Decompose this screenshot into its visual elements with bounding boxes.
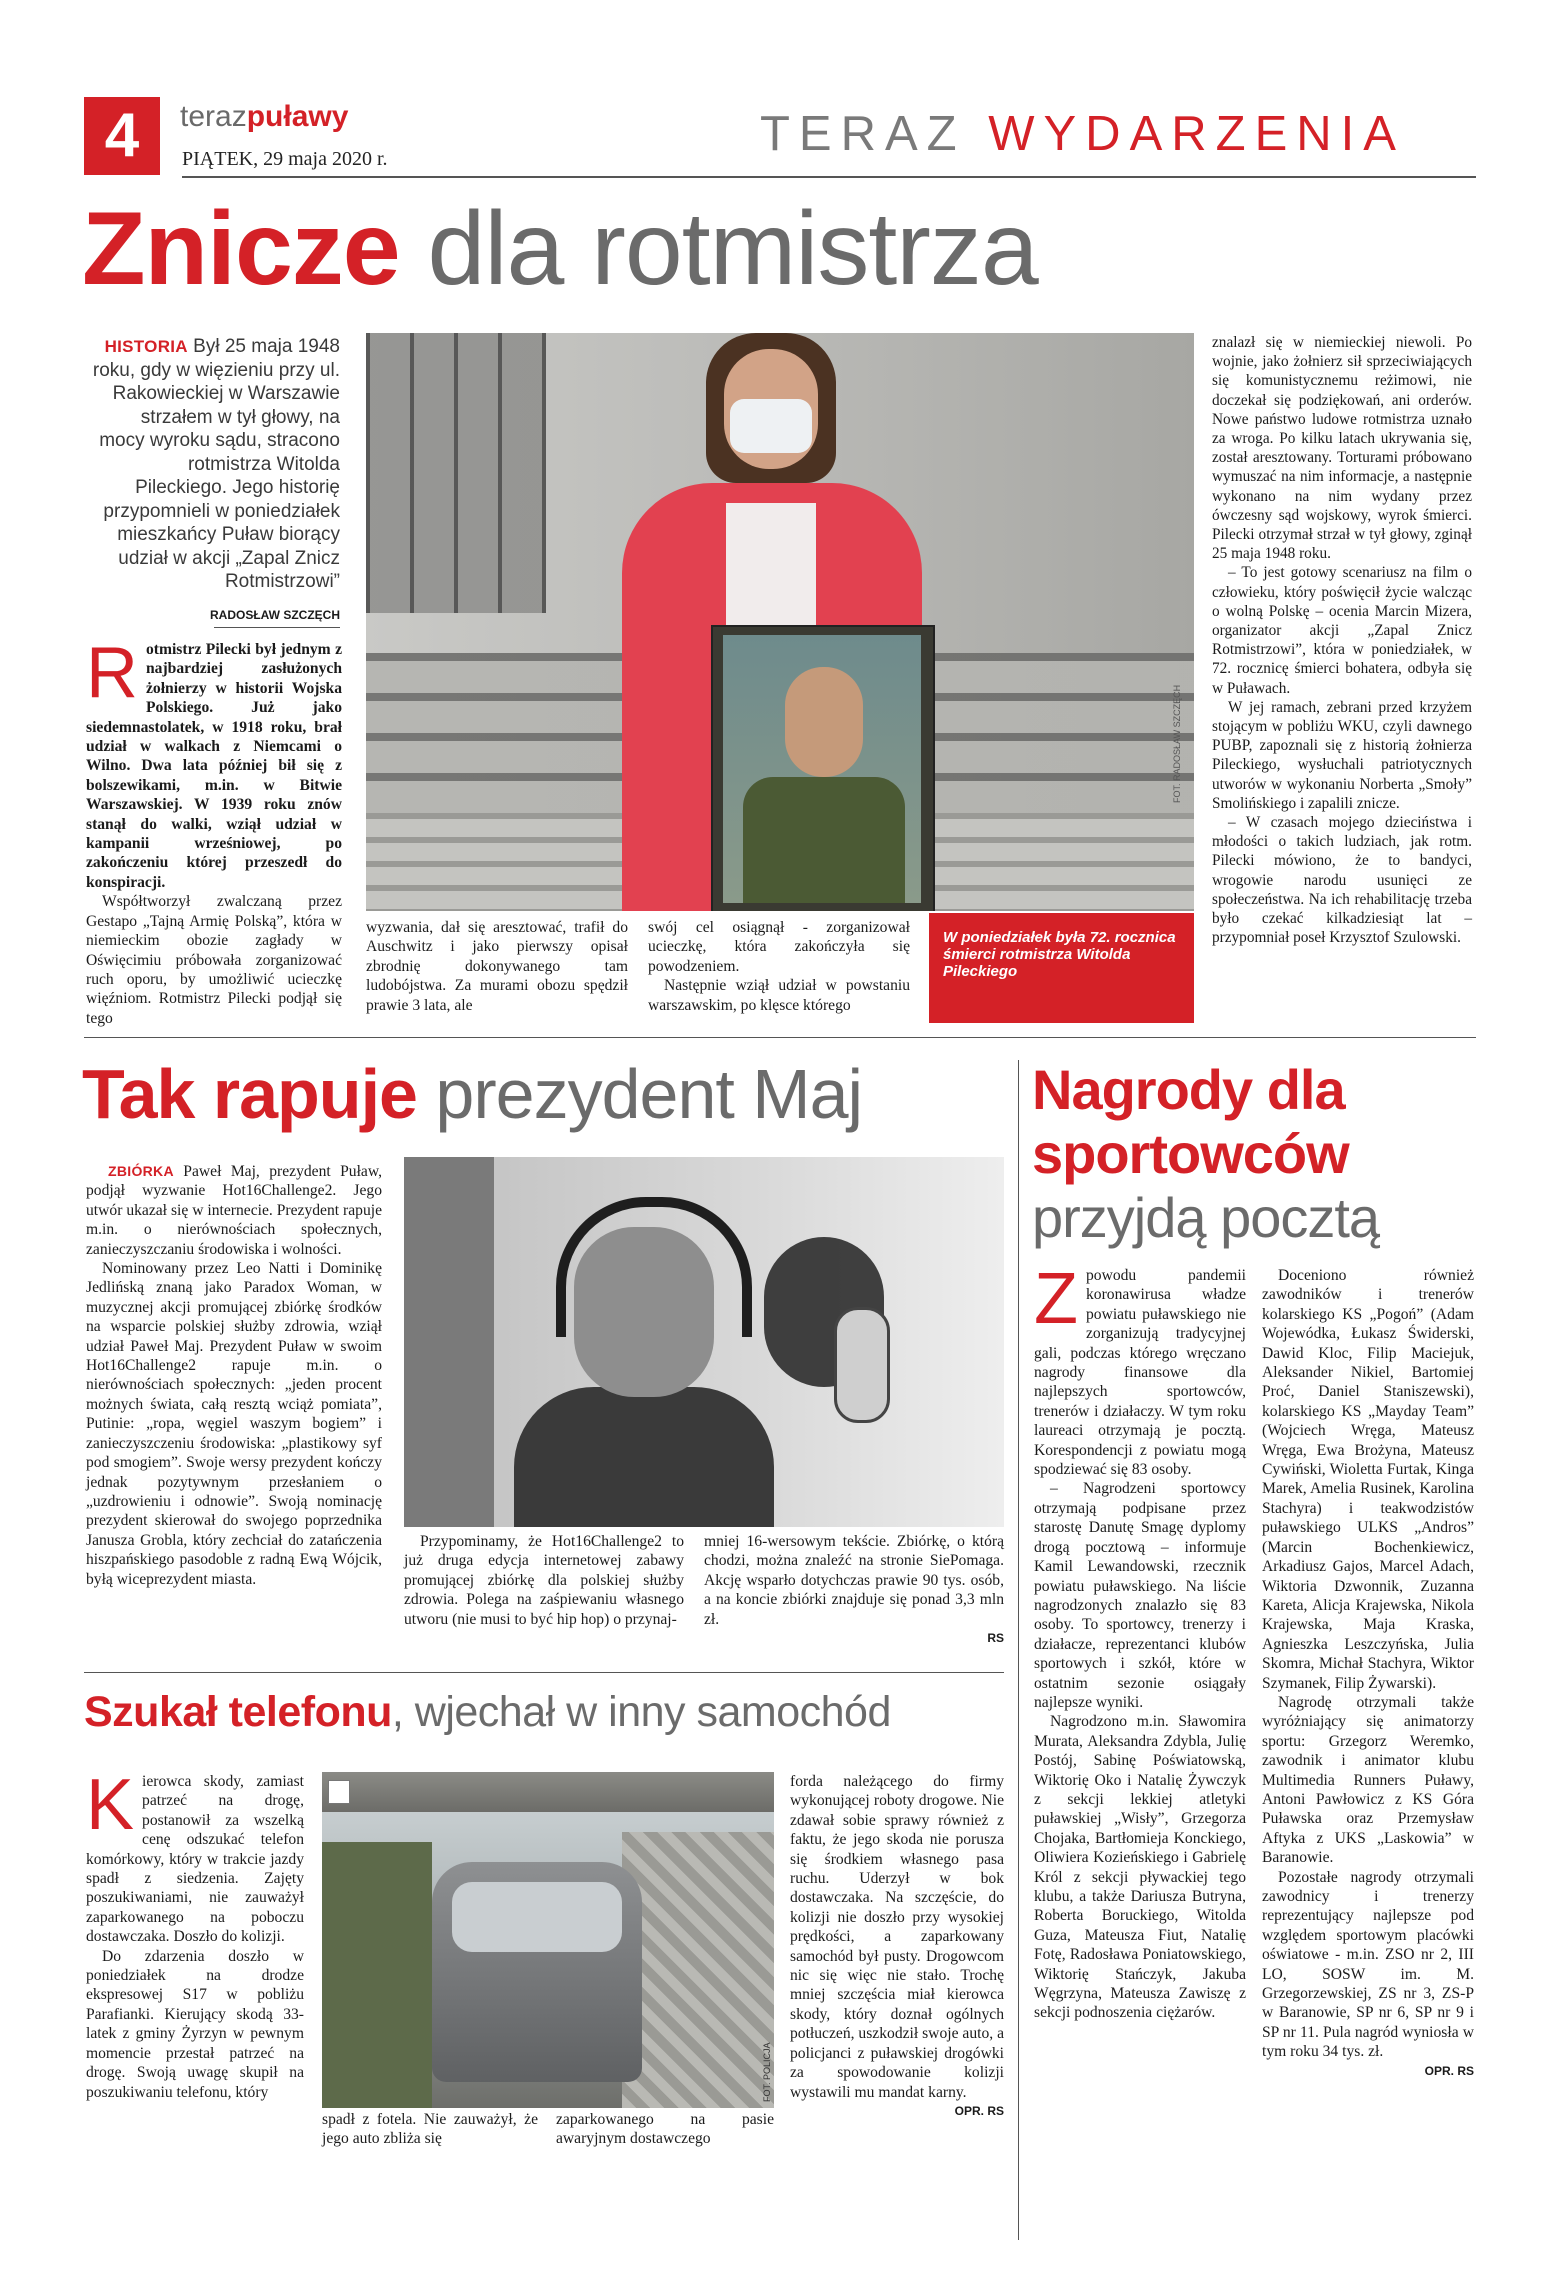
portrait-uniform bbox=[743, 777, 905, 903]
article4-col1 bbox=[1034, 1259, 1246, 2023]
overpass bbox=[322, 1772, 774, 1812]
article2-col3 bbox=[704, 1532, 1004, 1648]
article4-col1-p1: powodu pandemii koronawirusa władze powiatu puławskiego nie zorganizują tradycyjnej gali, podczas którego wręczano nagrody finansowe dla najlepszych sportowców, trenerów i działaczy. W tym roku laureaci otrzymają je pocztą. Korespondencji z powiatu mogą spodziewać się 83 osoby. bbox=[1034, 1267, 1246, 1479]
section-red: WYDARZENIA bbox=[988, 107, 1405, 161]
article1-lead-kicker: HISTORIA bbox=[104, 337, 188, 356]
face-mask bbox=[730, 399, 812, 453]
brand-light: teraz bbox=[180, 100, 247, 133]
article3-col3 bbox=[556, 2110, 774, 2149]
article3-col1 bbox=[86, 1765, 304, 2102]
article4-dropcap: Z bbox=[1034, 1259, 1078, 1339]
article1-col2 bbox=[366, 918, 628, 1015]
author-rule bbox=[214, 627, 340, 628]
article1-col4 bbox=[1212, 333, 1472, 948]
article1-lead-text: Był 25 maja 1948 roku, gdy w więzieniu przy ul. Rakowieckiej w Warszawie strzałem w tył głowy, na mocy wyroku sądu, stracono rotmistrza Witolda Pileckiego. Jego historię przypomnieli w poniedziałek mieszkańcy Puław biorący udział w akcji „Zapal Znicz Rotmistrzowi” bbox=[92, 336, 340, 592]
article1-col4-p4: – W czasach mojego dzieciństwa i młodości o takich ludziach, jak rotm. Pilecki mówiono, że to bandyci, wrogowie narodu usunięci ze społeczeństwa. Na ich rehabilitację trzeba było czekać kilkadziesiąt lat – przypomniał poseł Krzysztof Szulowski. bbox=[1212, 814, 1472, 947]
headphones bbox=[556, 1197, 752, 1337]
article3-dropcap: K bbox=[86, 1765, 135, 1845]
article2-title-bold: Tak rapuje bbox=[82, 1055, 417, 1133]
brand-bold: puławy bbox=[246, 100, 349, 133]
article1-col1-p2: Współtworzył zwalczaną przez Gestapo „Tajną Armię Polską”, która w niemieckim obozie zagłady w Oświęcimiu próbowała zorganizować ruch oporu, by umożliwić ucieczkę więźniom. Rotmistrz Pilecki podjął się tego bbox=[86, 893, 342, 1027]
article3-headline bbox=[84, 1686, 891, 1738]
article1-col2-text: wyzwania, dał się aresztować, trafił do Auschwitz i jako pierwszy opisał zbrodnię dokonywanego tam ludobójstwa. Za murami obozu spędził prawie 3 lata, ale bbox=[366, 919, 628, 1014]
article1-title-light: dla rotmistrza bbox=[427, 191, 1038, 307]
issue-date: PIĄTEK, 29 maja 2020 r. bbox=[182, 148, 388, 170]
section-rule-2 bbox=[84, 1672, 1004, 1673]
portrait-frame bbox=[711, 625, 935, 911]
car-crash-photo bbox=[322, 1772, 774, 2108]
article1-col3 bbox=[648, 918, 910, 1015]
article4-signature: OPR. RS bbox=[1424, 2063, 1474, 2078]
article3-col2-text: spadł z fotela. Nie zauważył, że jego auto zbliża się bbox=[322, 2111, 538, 2148]
page-number: 4 bbox=[104, 101, 140, 170]
article3-col4 bbox=[790, 1772, 1004, 2121]
article1-col3-p1: swój cel osiągnął - zorganizował ucieczkę, która zakończyła się powodzeniem. bbox=[648, 919, 910, 975]
grass-verge bbox=[322, 1842, 432, 2108]
article4-col2-p2: Nagrodę otrzymali także wyróżniający się animatorzy sportu: Grzegorz Weremko, zawodnik i animator klubu Multimedia Runners Puławy, Antoni Pawłowicz z KS Góra Puławska oraz Przemysław Aftyka z UKS „Laskowia” w Baranowie. bbox=[1262, 1693, 1474, 1867]
photo-credit-1: FOT. RADOSŁAW SZCZĘCH bbox=[1172, 684, 1182, 803]
microphone bbox=[834, 1307, 890, 1423]
article1-title-bold: Znicze bbox=[82, 191, 400, 307]
pilecki-photo bbox=[366, 333, 1194, 911]
article1-dropcap: R bbox=[86, 633, 138, 713]
article3-col2 bbox=[322, 2110, 538, 2149]
article4-title-red2: sportowców bbox=[1032, 1122, 1349, 1185]
article4-col1-p3: Nagrodzono m.in. Sławomira Murata, Aleksandra Zdybla, Julię Postój, Sabinę Poświatowską, Wiktorię Oko i Natalię Żywczyk z sekcji lekkiej atletyki puławskiej „Wisły”, Grzegorza Chojaka, Bartłomieja Konckiego, Oliwiera Kozieńskiego i Gabrielę Król z sekcji pływackiej tego klubu, a także Dariusza Butryna, Roberta Boruckiego, Witolda Guza, Mateusza Fiut, Natalię Fotę, Radosława Poniatowskiego, Wiktorię Stańczyk, Jakuba Węgrzyna, Mateusza Zawiszę z sekcji podnoszenia ciężarów. bbox=[1034, 1713, 1246, 2022]
president-photo bbox=[404, 1157, 1004, 1527]
article1-author: RADOSŁAW SZCZĘCH bbox=[210, 608, 340, 622]
article1-col4-p3: W jej ramach, zebrani przed krzyżem stojącym w pobliżu WKU, czyli dawnego PUBP, zapoznali się z historią żołnierza Pileckiego, wysłuchali patriotycznych utworów w wykonaniu Norberta „Smoły” Smolińskiego i zapalili znicze. bbox=[1212, 698, 1472, 812]
door-panel bbox=[404, 1157, 494, 1527]
caption-box bbox=[929, 913, 1194, 1023]
article1-headline bbox=[82, 190, 1038, 308]
article1-col4-p2: – To jest gotowy scenariusz na film o człowieku, który poświęcił życie walcząc o wolną Polskę – ocenia Marcin Mizera, organizator akcji „Zapal Znicz Rotmistrzowi”, która w poniedziałek, w 72. rocznicę śmierci bohatera, odbyła się w Puławach. bbox=[1212, 564, 1472, 697]
article3-col3-text: zaparkowanego na pasie awaryjnym dostawczego bbox=[556, 2111, 774, 2148]
article2-title-light: prezydent Maj bbox=[435, 1055, 863, 1133]
article4-headline bbox=[1032, 1058, 1472, 1250]
portrait-face bbox=[785, 667, 863, 777]
section-title bbox=[760, 106, 1405, 162]
man-body bbox=[514, 1387, 774, 1527]
article4-title-light: przyjdą pocztą bbox=[1032, 1186, 1380, 1249]
article3-col1-p2: Do zdarzenia doszło w poniedziałek na drodze ekspresowej S17 w pobliżu Parafianki. Kierujący skodą 33-latek z gminy Żyrzyn w pewnym momencie przestał patrzeć na drogę. Swoją uwagę skupił na poszukiwaniu telefonu, który bbox=[86, 1947, 304, 2101]
article1-col1-p1: otmistrz Pilecki był jednym z najbardziej zasłużonych żołnierzy w historii Wojska Polskiego. Już jako siedemnastolatek, w 1918 roku, brał udział w walkach z Niemcami o Wilno. Dwa lata później bił się z bolszewikami, m.in. w Bitwie Warszawskiej. W 1939 roku znów stanął do walki, wziął udział w kampanii wrześniowej, po zakończeniu której przeszedł do konspiracji. bbox=[86, 641, 342, 891]
article3-col4-text: forda należącego do firmy wykonującej roboty drogowe. Nie zdawał sobie sprawy również z faktu, że jego skoda nie porusza się środkiem własnego pasa ruchu. Uderzył w bok dostawczaka. Na szczęście, do kolizji nie doszło przy wysokiej prędkości, a zaparkowany samochód był pusty. Drogowcom nic się więc nie stało. Trochę mniej szczęścia miał kierowca skody, który doznał ogólnych potłuczeń, uszkodził swoje auto, a policjanci z puławskiej drogówki za spowodowanie kolizji wystawili mu mandat karny. bbox=[790, 1773, 1004, 2101]
road-barrier bbox=[622, 1832, 774, 2108]
page-number-box bbox=[84, 97, 160, 175]
section-rule-1 bbox=[84, 1037, 1476, 1038]
article1-lead bbox=[92, 335, 340, 594]
article2-col2-text: Przypominamy, że Hot16Challenge2 to już druga edycja internetowej zabawy promującej zbiórkę dla polskiej służby zdrowia. Polega na zaśpiewaniu własnego utworu (nie musi to być hip hop) o przynaj- bbox=[404, 1533, 684, 1628]
article2-col3-text: mniej 16-wersowym tekście. Zbiórkę, o którą chodzi, można znaleźć na stronie SiePomaga. Akcję wsparło dotychczas prawie 90 tys. osób, a na koncie zbiórki znajduje się ponad 3,3 mln zł. bbox=[704, 1533, 1004, 1628]
window-grille bbox=[366, 333, 546, 613]
header-rule bbox=[182, 176, 1476, 178]
article2-signature: RS bbox=[987, 1631, 1004, 1646]
article2-p1: Paweł Maj, prezydent Puław, podjął wyzwanie Hot16Challenge2. Jego utwór ukazał się w internecie. Prezydent rapuje m.in. o nierównościach społecznych, zanieczyszczaniu środowiska i wolności. bbox=[86, 1163, 382, 1258]
article3-col1-p1: ierowca skody, zamiast patrzeć na drogę, postanowił za wszelką cenę odszukać telefon komórkowy, który w trakcie jazdy spadł z siedzenia. Zajęty poszukiwaniami, nie zauważył zaparkowanego na poboczu dostawczaka. Doszło do kolizji. bbox=[86, 1773, 304, 1946]
article4-col2-p3: Pozostałe nagrody otrzymali zawodnicy i trenerzy reprezentujący najlepsze pod względem sportowym placówki oświatowe - m.in. ZSO nr 2, III LO, SOSW im. M. Grzegorzewskiej, ZS nr 3, ZS-P w Baranowie, SP nr 6, SP nr 9 i SP nr 11. Pula nagród wyniosła w tym roku 34 tys. zł. bbox=[1262, 1868, 1474, 2061]
article4-col1-p2: – Nagrodzeni sportowcy otrzymają podpisane przez starostę Danutę Smagę dyplomy drogą pocztową – informuje Kamil Lewandowski, rzecznik powiatu puławskiego. Na liście nagrodzonych znalazło się 83 osoby. To sportowcy, trenerzy i działacze, reprezentanci klubów sportowych i szkół, które w ostatnim sezonie osiągały najlepsze wyniki. bbox=[1034, 1480, 1246, 1711]
article3-title-bold: Szukał telefonu bbox=[84, 1688, 392, 1736]
article3-signature: OPR. RS bbox=[954, 2103, 1004, 2118]
article1-col1 bbox=[86, 633, 342, 1028]
article2-col1 bbox=[86, 1162, 382, 1589]
article2-kicker: ZBIÓRKA bbox=[108, 1163, 174, 1179]
article4-col2-p1: Doceniono również zawodników i trenerów kolarskiego KS „Pogoń” (Adam Wojewódka, Łukasz Świderski, Dawid Kloc, Filip Maciejuk, Aleksander Nikiel, Bartomiej Proć, Daniel Staniszewski), kolarskiego KS „Mayday Team” (Wojciech Wręga, Mateusz Wręga, Ewa Brożyna, Mateusz Cywiński, Wioletta Furtak, Kinga Marek, Amelia Rusinek, Karolina Stachyra) i teakwodzistów puławskiego ULKS „Andros” (Marcin Bochenkiewicz, Arkadiusz Gajos, Marcel Adach, Wiktoria Dzwonnik, Zuzanna Kareta, Alicja Krajewska, Nikola Krajewska, Maja Kraska, Agnieszka Leszczyńska, Julia Skomra, Michał Stachyra, Wiktor Szymanek, Filip Żywarski). bbox=[1262, 1267, 1474, 1692]
article2-col2 bbox=[404, 1532, 684, 1629]
article2-headline bbox=[82, 1052, 862, 1136]
article4-title-red1: Nagrody dla bbox=[1032, 1058, 1345, 1121]
brand-logo bbox=[180, 100, 348, 134]
article4-col2 bbox=[1262, 1266, 1474, 2081]
police-sign bbox=[328, 1780, 350, 1804]
article3-title-light: , wjechał w inny samochód bbox=[391, 1688, 891, 1736]
article1-col4-p1: znalazł się w niemieckiej niewoli. Po wojnie, jako żołnierz sił sprzeciwiających się komunistycznemu reżimowi, nie doczekał się podziękowań, ani orderów. Nowe państwo ludowe rotmistrza uznało za wroga. Po kilku latach ukrywania się, został aresztowany. Torturami próbowano wymuszać na nim informacje, a następnie wykonano na nim wydany przez ówczesny sąd wojskowy, wyrok śmierci. Pilecki otrzymał strzał w tył głowy, zginął 25 maja 1948 roku. bbox=[1212, 334, 1472, 563]
vertical-rule bbox=[1018, 1060, 1019, 2240]
article1-col3-p2: Następnie wziął udział w powstaniu warszawskim, po klęsce którego bbox=[648, 977, 910, 1014]
section-light: TERAZ bbox=[760, 107, 966, 161]
car-windshield bbox=[452, 1882, 622, 1952]
article2-p2: Nominowany przez Leo Natti i Dominikę Jedlińską znaną jako Paradox Woman, w muzycznej akcji promującej zbiórkę środków na wsparcie polskiej służby zdrowia, wziął udział Paweł Maj. Prezydent Puław w swoim Hot16Challenge2 rapuje m.in. o nierównościach społecznych: „jeden procent możnych świata, całą resztą wciąż pomiata”, Putinie: „ropa, węgiel waszym bogiem” i zanieczyszczeniu środowiska: „plastikowy syf pod smogiem”. Swoje wersy prezydent kończy jednak pozytywnym przesłaniem o „uzdrowieniu i odnowie”. Swoją nominację prezydent skierował do swojego poprzednika Janusza Grobla, który zechciał do zatańczenia hiszpańskiego pasodoble z radną Ewą Wójcik, byłą wiceprezydent miasta. bbox=[86, 1260, 382, 1588]
photo-caption: W poniedziałek była 72. rocznica śmierci rotmistrza Witolda Pileckiego bbox=[943, 929, 1176, 980]
photo-credit-3: FOT. POLICJA bbox=[762, 2042, 772, 2102]
